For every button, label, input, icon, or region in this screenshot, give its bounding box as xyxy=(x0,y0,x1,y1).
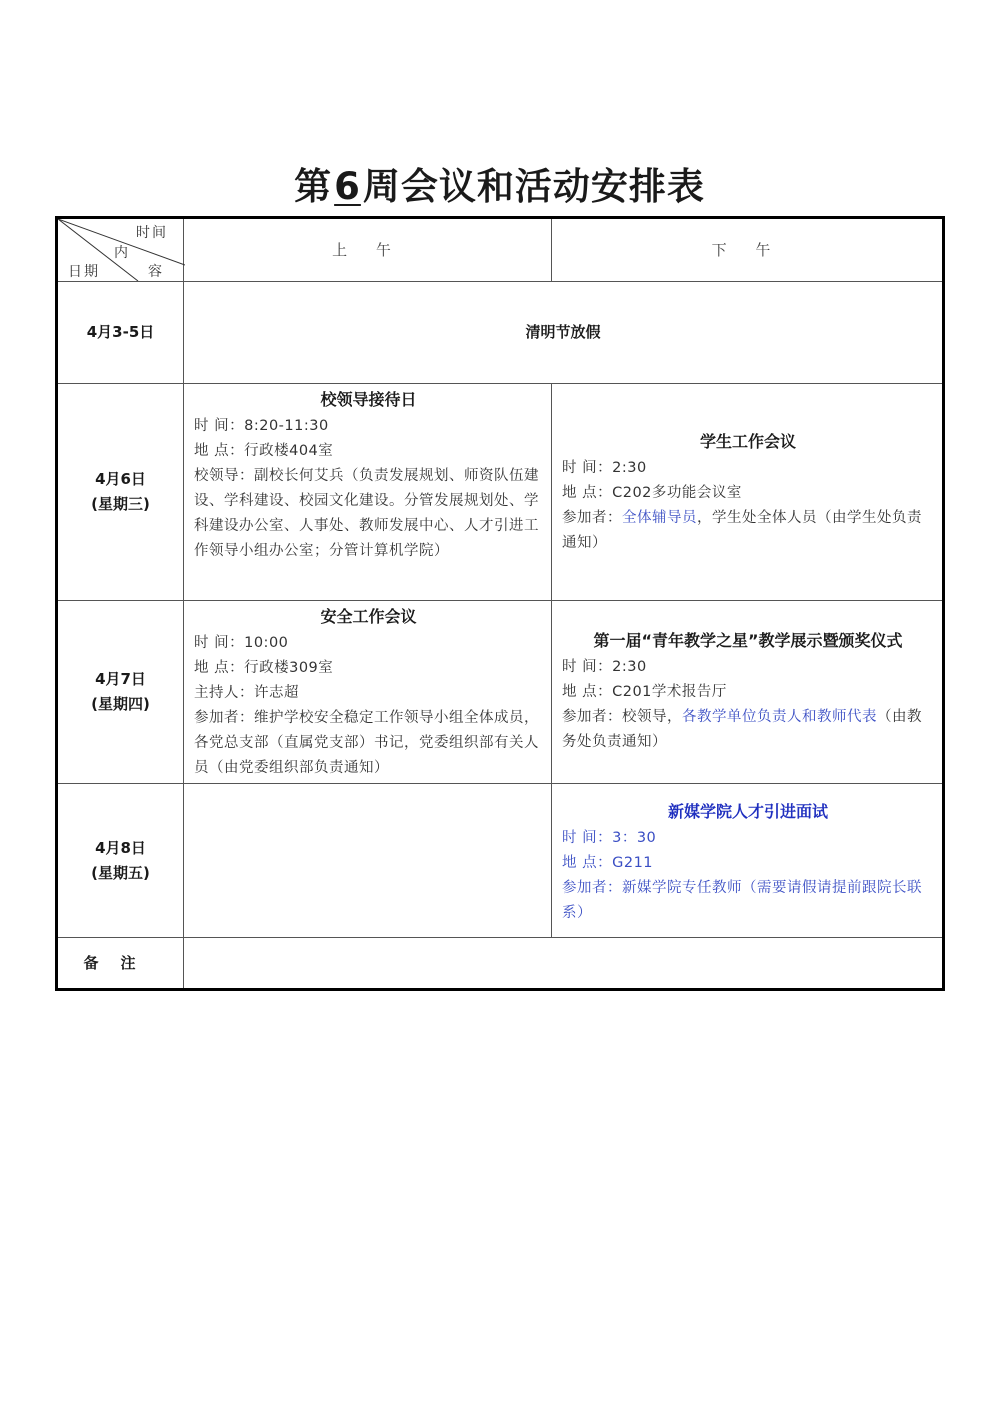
diag-time-label: 时间 xyxy=(136,225,168,241)
event-place: 地 点：C202多功能会议室 xyxy=(562,485,742,501)
event-place: 地 点：G211 xyxy=(562,855,654,871)
participants-rest: ，学生处全体人员（由学生处负责通知） xyxy=(562,510,922,551)
afternoon-event-cell xyxy=(552,384,944,601)
event-time: 时 间：2:30 xyxy=(562,659,647,675)
row-apr-3-5 xyxy=(57,282,944,384)
date-cell xyxy=(57,384,184,601)
row-apr-7 xyxy=(57,601,944,784)
date-cell xyxy=(57,784,184,938)
diag-rong-label: 容 xyxy=(148,264,164,280)
diag-nei-label: 内 xyxy=(114,245,130,261)
event-time: 时 间：3：30 xyxy=(562,830,657,846)
afternoon-header: 下 午 xyxy=(552,218,944,282)
morning-event-cell-empty xyxy=(184,784,552,938)
weekday-label: (星期四) xyxy=(91,695,150,713)
weekday-label: (星期三) xyxy=(91,495,150,513)
morning-event-cell xyxy=(184,384,552,601)
afternoon-event-cell xyxy=(552,784,944,938)
diagonal-header-cell xyxy=(57,218,184,282)
week-number: 6 xyxy=(334,165,361,208)
leader-text: 副校长何艾兵（负责发展规划、师资队伍建设、学科建设、校园文化建设。分管发展规划处、学科建设办公室、人事处、教师发展中心、人才引进工作领导小组办公室；分管计算机学院） xyxy=(194,468,539,559)
schedule-table xyxy=(55,216,945,991)
participants-rest: （由教务处负责通知） xyxy=(562,709,922,750)
participants-highlight: 各教学单位负责人和教师代表 xyxy=(682,709,877,725)
date-label: 4月8日 xyxy=(95,838,146,857)
event-participants: 参加者：新媒学院专任教师（需要请假请提前跟院长联系） xyxy=(562,880,922,921)
event-title: 安全工作会议 xyxy=(320,607,417,626)
event-participants xyxy=(562,506,934,556)
afternoon-event-cell xyxy=(552,601,944,784)
event-time: 时 间：8:20-11:30 xyxy=(194,418,329,434)
event-title: 学生工作会议 xyxy=(699,432,796,451)
event-title: 新媒学院人才引进面试 xyxy=(667,802,828,821)
diag-date-label: 日期 xyxy=(68,264,100,280)
date-cell xyxy=(57,601,184,784)
title-prefix: 第 xyxy=(294,165,333,208)
leader-label: 校领导： xyxy=(194,468,254,484)
event-leader xyxy=(194,464,543,564)
event-title: 第一届“青年教学之星”教学展示暨颁奖仪式 xyxy=(593,631,903,650)
page-title xyxy=(0,156,999,210)
note-row xyxy=(57,938,944,990)
title-suffix: 周会议和活动安排表 xyxy=(362,165,705,208)
event-place: 地 点：行政楼404室 xyxy=(194,443,334,459)
row-apr-8 xyxy=(57,784,944,938)
event-place: 地 点：行政楼309室 xyxy=(194,660,334,676)
participants-label: 参加者： xyxy=(562,510,622,526)
event-title: 校领导接待日 xyxy=(320,390,417,409)
event-time: 时 间：10:00 xyxy=(194,635,289,651)
row-apr-6 xyxy=(57,384,944,601)
holiday-cell: 清明节放假 xyxy=(184,282,944,384)
participants-highlight: 全体辅导员 xyxy=(622,510,697,526)
header-row xyxy=(57,218,944,282)
event-participants xyxy=(562,705,934,755)
date-label: 4月7日 xyxy=(95,670,146,688)
morning-event-cell xyxy=(184,601,552,784)
weekday-label: (星期五) xyxy=(91,863,150,882)
note-value xyxy=(184,938,944,990)
date-cell: 4月3-5日 xyxy=(57,282,184,384)
participants-label: 参加者：校领导， xyxy=(562,709,682,725)
event-place: 地 点：C201学术报告厅 xyxy=(562,684,727,700)
morning-header: 上 午 xyxy=(184,218,552,282)
date-label: 4月6日 xyxy=(95,470,146,488)
event-time: 时 间：2:30 xyxy=(562,460,647,476)
event-participants: 参加者：维护学校安全稳定工作领导小组全体成员，各党总支部（直属党支部）书记，党委组织部有关人员（由党委组织部负责通知） xyxy=(194,710,539,776)
note-label: 备注 xyxy=(57,938,184,990)
event-host: 主持人：许志超 xyxy=(194,685,299,701)
